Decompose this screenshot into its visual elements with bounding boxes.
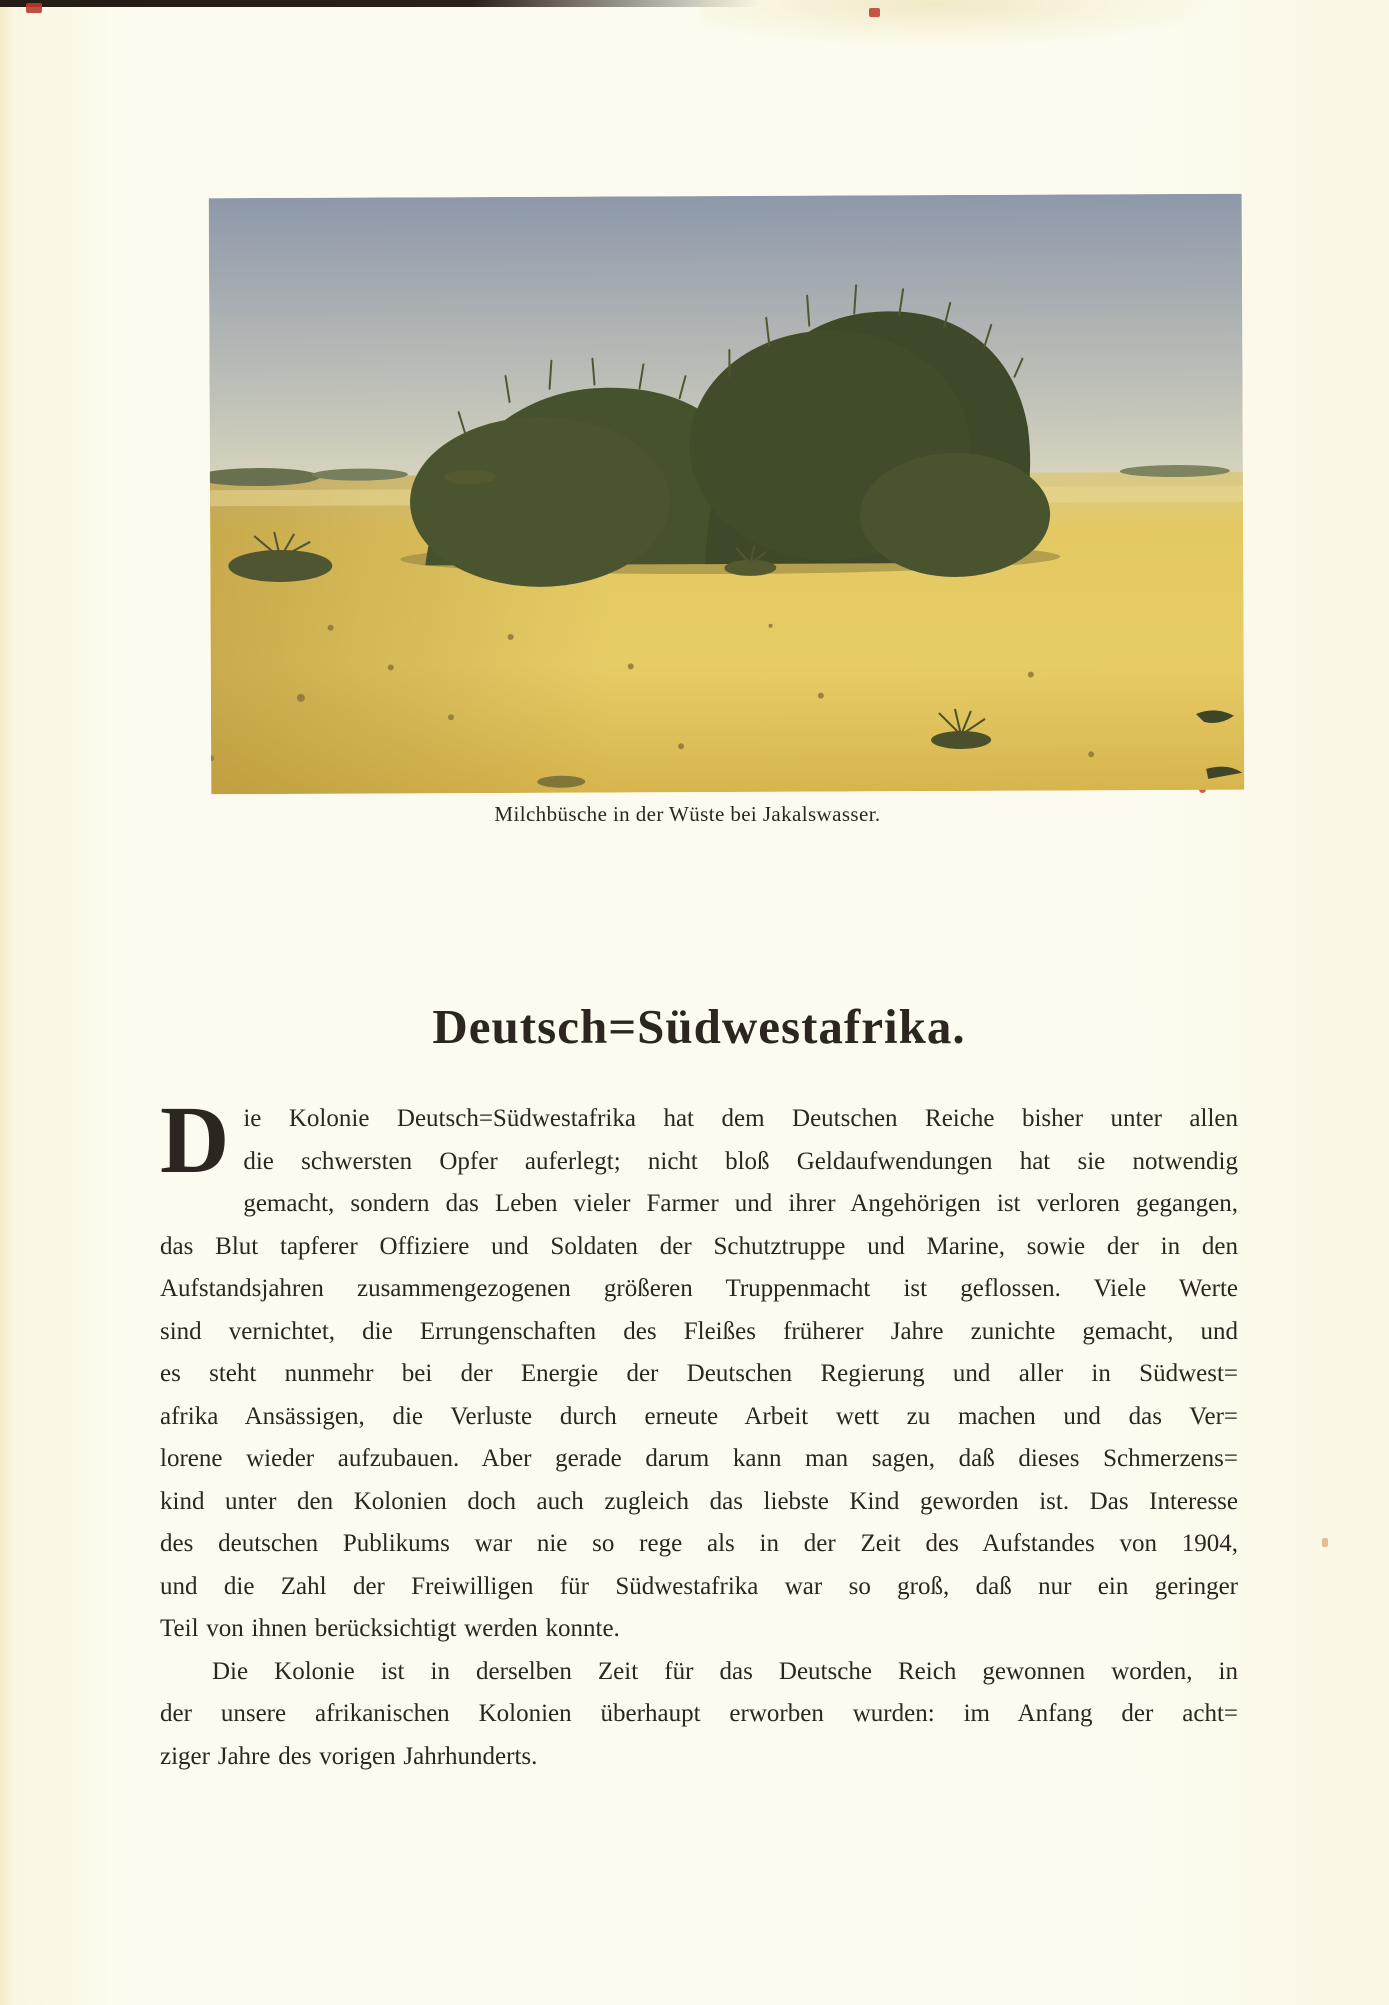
red-paper-mark — [26, 3, 42, 13]
text-line: es steht nunmehr bei der Energie der Deutschen Regierung und aller in Südwest= — [160, 1360, 1238, 1387]
text-line: und die Zahl der Freiwilligen für Südwestafrika war so groß, daß nur ein geringer — [160, 1572, 1238, 1600]
page-title: Deutsch=Südwestafrika. — [432, 999, 966, 1054]
text-line: Teil von ihnen berücksichtigt werden konnte. — [160, 1615, 620, 1642]
text-line: die schwersten Opfer auferlegt; nicht bloß Geldaufwendungen hat sie notwendig — [243, 1147, 1238, 1175]
desert-photograph — [209, 194, 1245, 795]
desert-photo-illustration — [209, 194, 1245, 795]
text-line: des deutschen Publikums war nie so rege als in der Zeit des Aufstandes von 1904, — [160, 1530, 1238, 1557]
paper-smudge — [700, 0, 1220, 48]
text-line: gemacht, sondern das Leben vieler Farmer und ihrer Angehörigen ist verloren gegangen, — [243, 1190, 1238, 1217]
text-line: kind unter den Kolonien doch auch zugleich das liebste Kind geworden ist. Das Interesse — [160, 1487, 1238, 1515]
text-line: der unsere afrikanischen Kolonien überhaupt erworben wurden: im Anfang der acht= — [160, 1700, 1238, 1727]
paragraph-1 — [160, 1086, 1238, 1651]
text-line: ie Kolonie Deutsch=Südwestafrika hat dem Deutschen Reiche bisher unter allen — [243, 1105, 1238, 1132]
red-paper-mark — [869, 8, 880, 17]
text-line: Aufstandsjahren zusammengezogenen größeren Truppenmacht ist geflossen. Viele Werte — [160, 1275, 1238, 1302]
text-line: sind vernichtet, die Errungenschaften des Fleißes früherer Jahre zunichte gemacht, und — [160, 1317, 1238, 1345]
text-line: ziger Jahre des vorigen Jahrhunderts. — [160, 1742, 538, 1770]
text-line: das Blut tapferer Offiziere und Soldaten der Schutztruppe und Marine, sowie der in den — [160, 1232, 1238, 1260]
article-body — [160, 1086, 1238, 1778]
drop-cap-initial: D — [160, 1086, 230, 1193]
paragraph-2 — [160, 1651, 1238, 1779]
text-line: afrika Ansässigen, die Verluste durch erneute Arbeit wett zu machen und das Ver= — [160, 1402, 1238, 1430]
photo-caption: Milchbüsche in der Wüste bei Jakalswasser. — [494, 802, 881, 826]
scan-edge-shadow — [0, 0, 760, 7]
text-line: lorene wieder aufzubauen. Aber gerade darum kann man sagen, daß dieses Schmerzens= — [160, 1445, 1238, 1472]
text-line: Die Kolonie ist in derselben Zeit für das Deutsche Reich gewonnen worden, in — [212, 1657, 1238, 1685]
orange-paper-speck — [1322, 1538, 1328, 1547]
